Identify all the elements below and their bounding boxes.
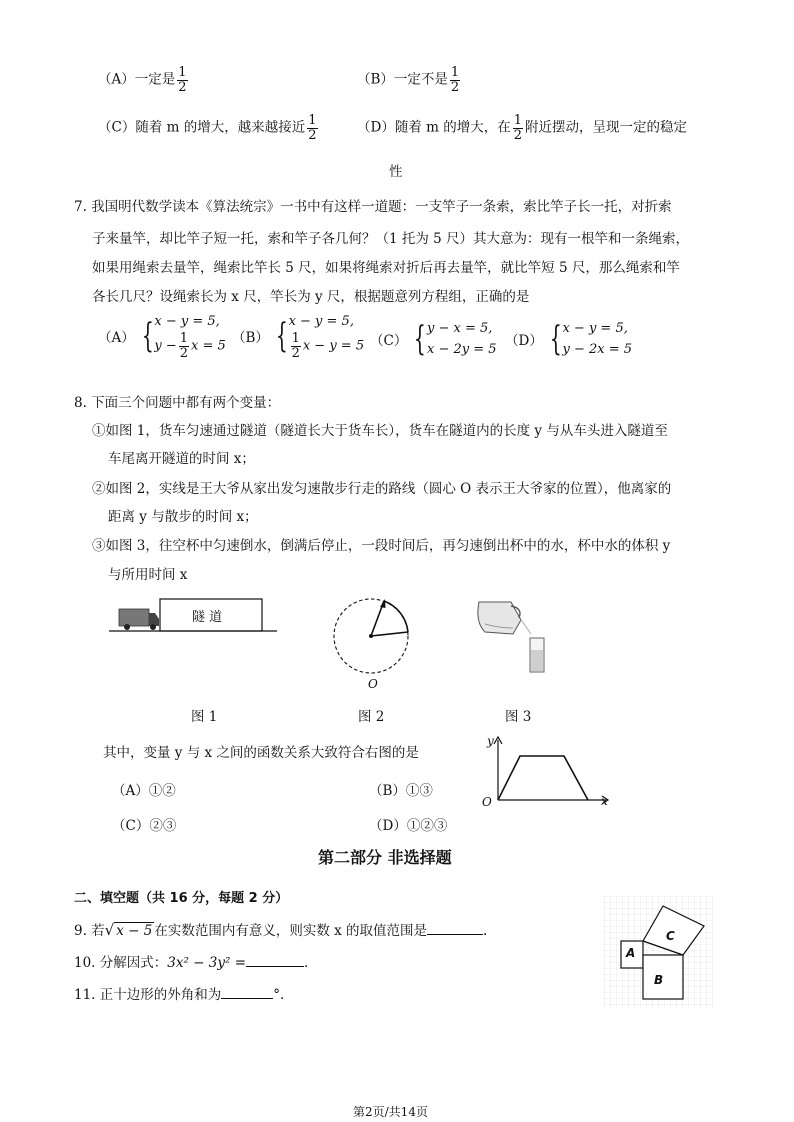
q8-option-c: （C）②③ (112, 818, 177, 834)
sqrt-symbol: √ (104, 921, 115, 939)
q6-option-c: （C）随着 m 的增大，越来越接近 $\frac{1}{2}$ (98, 113, 317, 143)
brace-icon: { (141, 315, 154, 356)
path-segment-back (371, 632, 408, 636)
square-b-label: B (654, 973, 664, 987)
q11: 11. 正十边形的外角和为 °. (74, 987, 285, 1003)
q6-option-a: （A）一定是 $\frac{1}{2}$ (98, 65, 187, 95)
tunnel-label: 隧 道 (192, 610, 223, 625)
q7-option-c: （C） { y − x = 5, x − 2y = 5 (370, 319, 497, 359)
q8-item3-line1: ③如图 3，往空杯中匀速倒水，倒满后停止，一段时间后，再匀速倒出杯中的水，杯中水的体积 y (92, 538, 671, 554)
arrow-icon (380, 599, 386, 608)
q6-option-d-tail: 性 (389, 164, 403, 180)
q8-option-b: （B）①③ (369, 783, 433, 799)
water-stream (522, 621, 531, 634)
squares-figure (604, 896, 714, 1008)
graph-x-label: x (601, 794, 608, 808)
pitcher-cup-figure (473, 598, 553, 678)
q10-answer-blank[interactable] (246, 966, 304, 967)
q7-line-3: 如果用绳索去量竿，绳索比竿长 5 尺，如果将绳索对折后再去量竿，就比竿短 5 尺，那么绳索和竿 (92, 260, 680, 276)
brace-icon: { (549, 319, 562, 359)
q10: 10. 分解因式：3x² − 3y² = . (74, 955, 309, 971)
path-arc (384, 601, 408, 632)
brace-icon: { (275, 315, 288, 356)
function-graph (484, 734, 614, 814)
section-heading: 二、填空题（共 16 分，每题 2 分） (74, 891, 289, 906)
q11-answer-blank[interactable] (221, 998, 273, 999)
brace-icon: { (414, 319, 427, 359)
q6-option-b: （B）一定不是 $\frac{1}{2}$ (357, 65, 460, 95)
graph-y-label: y (487, 734, 494, 748)
q9: 9. 若√ x − 5 在实数范围内有意义，则实数 x 的取值范围是 . (74, 921, 488, 939)
q6-option-d: （D）随着 m 的增大，在 $\frac{1}{2}$ 附近摆动，呈现一定的稳定 (357, 113, 687, 143)
pitcher-icon (478, 602, 521, 634)
trapezoid-curve (498, 756, 588, 800)
page-footer: 第2页/共14页 (353, 1105, 428, 1119)
square-c-label: C (666, 929, 675, 943)
q8-item2-line1: ②如图 2，实线是王大爷从家出发匀速散步行走的路线（圆心 O 表示王大爷家的位置），他离家的 (92, 481, 672, 497)
graph-origin-label: O (482, 795, 492, 809)
q8-item1-line2: 车尾离开隧道的时间 x； (108, 451, 255, 467)
figure-3-caption: 图 3 (505, 709, 532, 725)
q8-option-a: （A）①② (112, 783, 176, 799)
walk-path-figure (330, 595, 414, 681)
q7-option-d: （D） { x − y = 5, y − 2x = 5 (505, 319, 633, 359)
truck-icon (119, 609, 159, 630)
q8-item2-line2: 距离 y 与散步的时间 x； (108, 509, 258, 525)
q7-option-a: （A） { x − y = 5, y − $\frac{1}{2}$ x = 5 (98, 314, 226, 361)
q8-question: 其中，变量 y 与 x 之间的函数关系大致符合右图的是 (103, 745, 419, 761)
center-dot (369, 634, 373, 638)
q7-line-4: 各长几尺？设绳索长为 x 尺，竿长为 y 尺，根据题意列方程组，正确的是 (92, 289, 530, 305)
q7-line-2: 子来量竿，却比竿子短一托，索和竿子各几何？（1 托为 5 尺）其大意为：现有一根竿和一条绳索， (92, 231, 690, 247)
square-a-label: A (626, 946, 636, 960)
figure-2-caption: 图 2 (358, 709, 385, 725)
q8-item3-line2: 与所用时间 x (108, 567, 188, 583)
q7-line-1: 7. 我国明代数学读本《算法统宗》一书中有这样一道题：一支竿子一条索，索比竿子长一托，对折索 (74, 199, 672, 215)
q8-item1-line1: ①如图 1，货车匀速通过隧道（隧道长大于货车长），货车在隧道内的长度 y 与从车头进入隧道至 (92, 423, 668, 439)
figure-1-caption: 图 1 (191, 709, 218, 725)
circle-center-label: O (368, 677, 378, 691)
q8-line-1: 8. 下面三个问题中都有两个变量： (74, 395, 281, 411)
q9-answer-blank[interactable] (427, 934, 483, 935)
q8-option-d: （D）①②③ (369, 818, 448, 834)
q7-option-b: （B） { x − y = 5, $\frac{1}{2}$ x − y = 5 (232, 314, 365, 361)
part-two-heading: 第二部分 非选择题 (318, 848, 452, 867)
cup-icon (530, 638, 544, 672)
